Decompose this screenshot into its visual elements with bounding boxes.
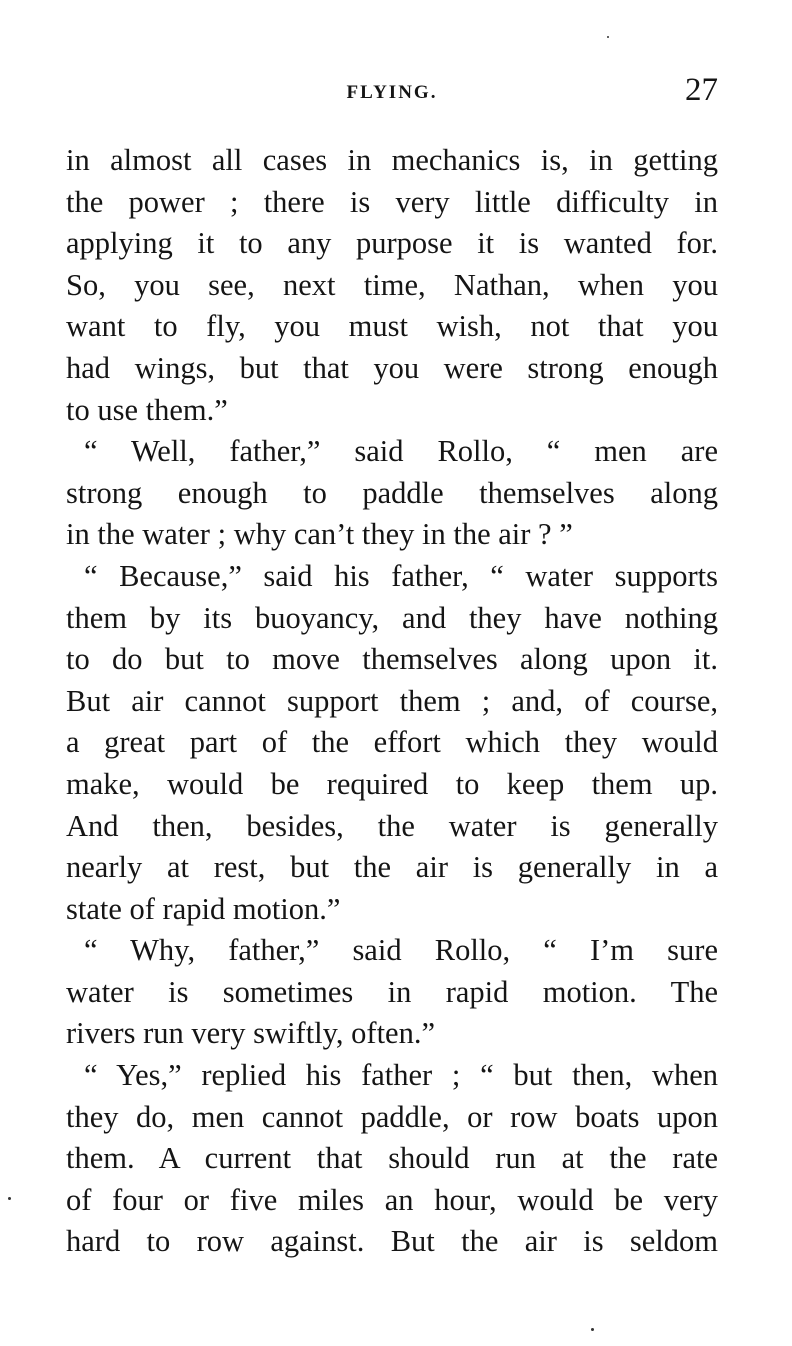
text-line: to do but to move themselves along upon it. (66, 642, 718, 677)
body-text (66, 140, 718, 1263)
ink-speck (591, 1328, 594, 1331)
text-line: had wings, but that you were strong enough (66, 350, 718, 385)
text-line: in almost all cases in mechanics is, in getting (66, 143, 718, 177)
text-line: the power ; there is very little difficulty in (66, 184, 718, 219)
text-line: water is sometimes in rapid motion. The (66, 974, 718, 1009)
text-line: But air cannot support them ; and, of course, (66, 683, 718, 718)
ink-speck (8, 1197, 11, 1200)
page-number: 27 (685, 72, 718, 108)
text-line: state of rapid motion.” (66, 891, 341, 926)
running-head (66, 72, 718, 112)
text-line: to use them.” (66, 392, 228, 427)
text-line: want to fly, you must wish, not that you (66, 309, 718, 344)
text-line: a great part of the effort which they would (66, 725, 718, 760)
text-line: So, you see, next time, Nathan, when you (66, 267, 718, 302)
text-line: “ Yes,” replied his father ; “ but then, when (84, 1058, 718, 1093)
text-line: rivers run very swiftly, often.” (66, 1016, 435, 1051)
text-line: “ Why, father,” said Rollo, “ I’m sure (84, 933, 718, 968)
text-line: hard to row against. But the air is seldom (66, 1224, 718, 1259)
text-line: And then, besides, the water is generally (66, 808, 718, 843)
ink-speck (607, 36, 609, 38)
text-line: them by its buoyancy, and they have nothing (66, 600, 718, 635)
text-line: “ Well, father,” said Rollo, “ men are (84, 434, 718, 469)
text-line: them. A current that should run at the rate (66, 1141, 718, 1176)
text-line: strong enough to paddle themselves along (66, 475, 718, 510)
text-line: make, would be required to keep them up. (66, 766, 718, 801)
running-title: FLYING. (346, 82, 438, 103)
text-line: of four or five miles an hour, would be very (66, 1182, 718, 1217)
text-line: “ Because,” said his father, “ water supports (84, 558, 718, 593)
text-line: nearly at rest, but the air is generally in a (66, 850, 718, 885)
text-line: applying it to any purpose it is wanted for. (66, 226, 718, 261)
text-line: they do, men cannot paddle, or row boats upon (66, 1099, 718, 1134)
text-line: in the water ; why can’t they in the air ? ” (66, 517, 573, 552)
